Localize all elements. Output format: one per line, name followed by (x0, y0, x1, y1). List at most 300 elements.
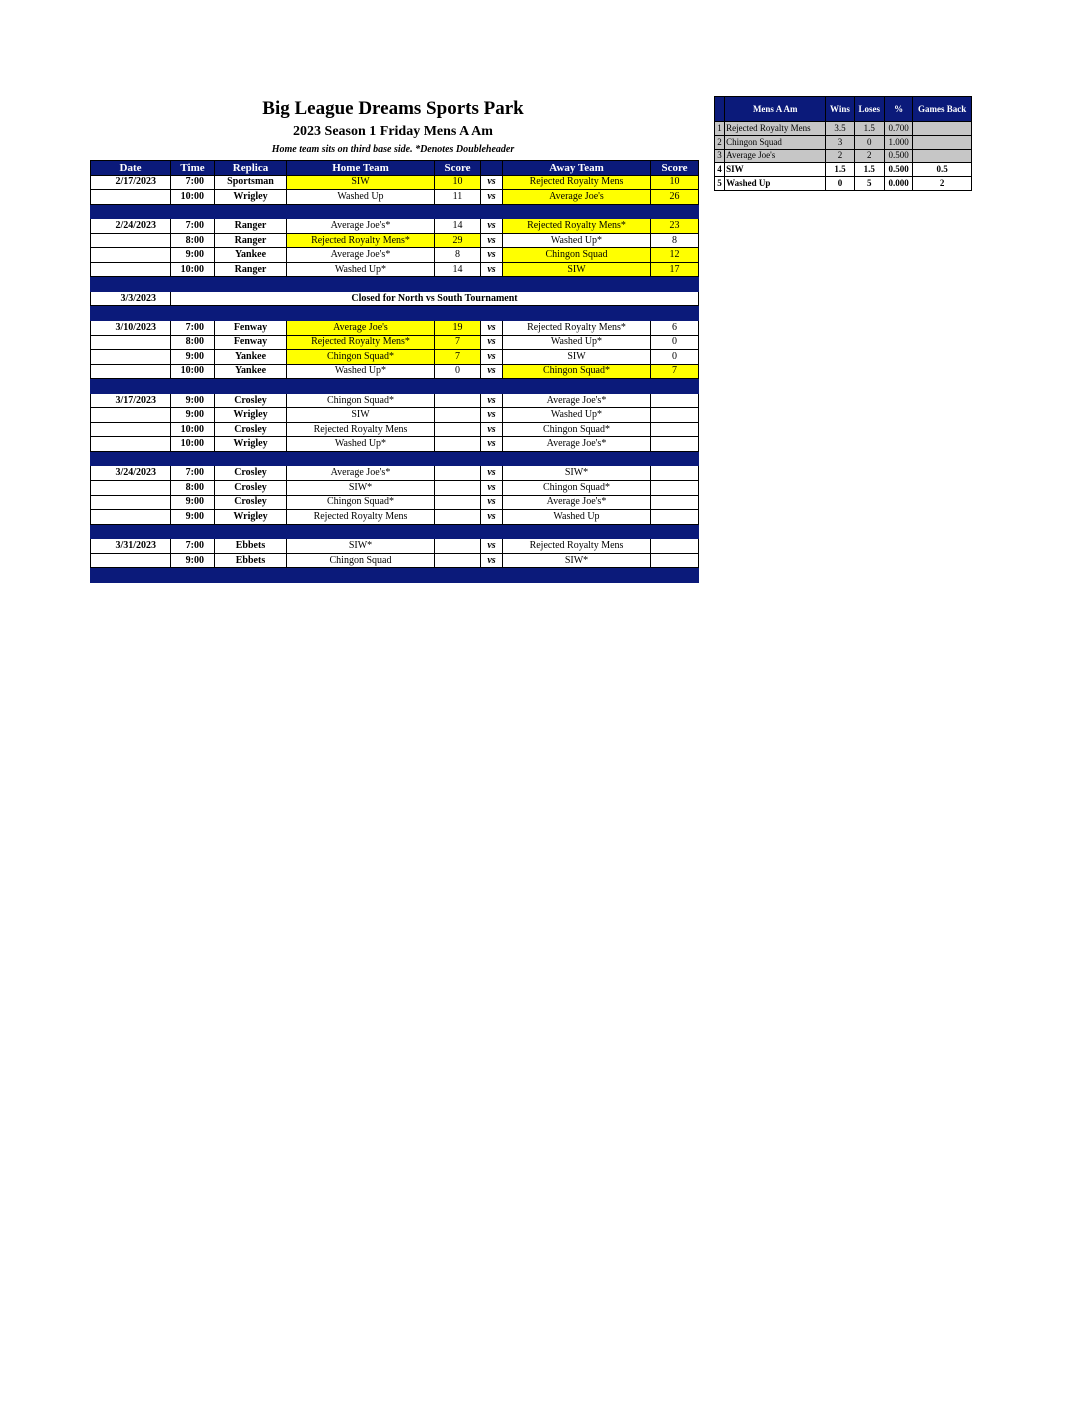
separator-cell (503, 379, 651, 394)
game-date (91, 350, 171, 365)
col-home-team-header: Home Team (287, 161, 435, 176)
game-row (91, 437, 699, 452)
vs-label: vs (481, 408, 503, 423)
separator-cell (287, 524, 435, 539)
home-score: 0 (435, 364, 481, 379)
standing-team: Rejected Royalty Mens (725, 122, 826, 136)
col-home-score-header: Score (435, 161, 481, 176)
away-score: 0 (651, 335, 699, 350)
game-time: 7:00 (171, 539, 215, 554)
game-row (91, 321, 699, 336)
separator-cell (435, 277, 481, 292)
away-score: 10 (651, 175, 699, 190)
away-team: Rejected Royalty Mens (503, 539, 651, 554)
away-team: Washed Up* (503, 233, 651, 248)
standings-row (715, 135, 972, 149)
away-team: Rejected Royalty Mens (503, 175, 651, 190)
game-time: 7:00 (171, 466, 215, 481)
home-team: SIW (287, 408, 435, 423)
vs-label: vs (481, 248, 503, 263)
separator-cell (503, 568, 651, 583)
home-score (435, 422, 481, 437)
away-team: Chingon Squad (503, 248, 651, 263)
away-score (651, 466, 699, 481)
separator-cell (287, 379, 435, 394)
separator-cell (171, 204, 215, 219)
home-team: Chingon Squad* (287, 350, 435, 365)
standing-rank: 2 (715, 135, 725, 149)
game-replica-field: Fenway (215, 321, 287, 336)
game-row (91, 510, 699, 525)
page-subtitle: 2023 Season 1 Friday Mens A Am (293, 124, 493, 139)
game-row (91, 422, 699, 437)
game-replica-field: Crosley (215, 466, 287, 481)
game-row (91, 495, 699, 510)
standings-pct-header: % (884, 97, 912, 122)
standing-pct: 1.000 (884, 135, 912, 149)
away-team: Chingon Squad* (503, 481, 651, 496)
vs-label: vs (481, 219, 503, 234)
game-replica-field: Ranger (215, 262, 287, 277)
game-row (91, 219, 699, 234)
separator-cell (287, 568, 435, 583)
game-replica-field: Wrigley (215, 190, 287, 205)
away-team: Rejected Royalty Mens* (503, 321, 651, 336)
game-date (91, 510, 171, 525)
away-score: 17 (651, 262, 699, 277)
home-score: 10 (435, 175, 481, 190)
game-replica-field: Fenway (215, 335, 287, 350)
game-time: 10:00 (171, 422, 215, 437)
standing-loses: 1.5 (854, 122, 884, 136)
game-replica-field: Wrigley (215, 408, 287, 423)
game-time: 10:00 (171, 364, 215, 379)
home-team: SIW* (287, 539, 435, 554)
home-score (435, 539, 481, 554)
game-row (91, 248, 699, 263)
week-separator-row (91, 451, 699, 466)
away-score: 7 (651, 364, 699, 379)
game-row (91, 539, 699, 554)
home-team: Rejected Royalty Mens* (287, 233, 435, 248)
separator-cell (215, 204, 287, 219)
standings-gb-header: Games Back (913, 97, 972, 122)
vs-label: vs (481, 553, 503, 568)
game-row (91, 262, 699, 277)
away-score (651, 481, 699, 496)
separator-cell (481, 204, 503, 219)
separator-cell (171, 568, 215, 583)
standings-row (715, 149, 972, 163)
separator-cell (215, 524, 287, 539)
home-team: SIW (287, 175, 435, 190)
away-score: 6 (651, 321, 699, 336)
standing-wins: 2 (826, 149, 854, 163)
game-row (91, 553, 699, 568)
separator-cell (171, 524, 215, 539)
separator-cell (215, 277, 287, 292)
game-date (91, 422, 171, 437)
home-score: 11 (435, 190, 481, 205)
vs-label: vs (481, 364, 503, 379)
game-time: 8:00 (171, 233, 215, 248)
home-team: Chingon Squad (287, 553, 435, 568)
separator-cell (481, 568, 503, 583)
vs-label: vs (481, 495, 503, 510)
standings-rank-header (715, 97, 725, 122)
separator-cell (651, 277, 699, 292)
separator-cell (215, 568, 287, 583)
game-time: 9:00 (171, 495, 215, 510)
standing-games-back: 2 (913, 177, 972, 191)
away-team: SIW (503, 350, 651, 365)
away-score (651, 393, 699, 408)
home-team: Rejected Royalty Mens* (287, 335, 435, 350)
home-score (435, 553, 481, 568)
vs-label: vs (481, 175, 503, 190)
vs-label: vs (481, 190, 503, 205)
home-score (435, 510, 481, 525)
separator-cell (91, 204, 171, 219)
game-date: 3/17/2023 (91, 393, 171, 408)
standing-pct: 0.500 (884, 149, 912, 163)
vs-label: vs (481, 437, 503, 452)
standings-team-header: Mens A Am (725, 97, 826, 122)
week-separator-row (91, 277, 699, 292)
separator-cell (215, 451, 287, 466)
home-score: 14 (435, 219, 481, 234)
away-team: Washed Up (503, 510, 651, 525)
separator-cell (91, 524, 171, 539)
home-team: Rejected Royalty Mens (287, 510, 435, 525)
game-date (91, 190, 171, 205)
home-team: Washed Up* (287, 364, 435, 379)
separator-cell (435, 379, 481, 394)
vs-label: vs (481, 321, 503, 336)
home-score: 14 (435, 262, 481, 277)
away-team: Chingon Squad* (503, 364, 651, 379)
standing-wins: 3 (826, 135, 854, 149)
col-replica-header: Replica (215, 161, 287, 176)
page-title: Big League Dreams Sports Park (262, 98, 524, 119)
game-replica-field: Crosley (215, 422, 287, 437)
game-date (91, 248, 171, 263)
vs-label: vs (481, 233, 503, 248)
vs-label: vs (481, 539, 503, 554)
separator-cell (171, 277, 215, 292)
game-date (91, 335, 171, 350)
vs-label: vs (481, 481, 503, 496)
standing-games-back (913, 135, 972, 149)
game-date: 2/24/2023 (91, 219, 171, 234)
vs-label: vs (481, 262, 503, 277)
game-time: 9:00 (171, 350, 215, 365)
page-note: Home team sits on third base side. *Denotes Doubleheader (271, 144, 515, 155)
standings-row (715, 177, 972, 191)
away-team: Average Joe's* (503, 437, 651, 452)
game-time: 8:00 (171, 481, 215, 496)
standings-loses-header: Loses (854, 97, 884, 122)
game-row (91, 481, 699, 496)
game-time: 9:00 (171, 248, 215, 263)
closed-notice: Closed for North vs South Tournament (171, 291, 699, 306)
separator-cell (287, 277, 435, 292)
away-team: SIW* (503, 553, 651, 568)
vs-label: vs (481, 335, 503, 350)
vs-label: vs (481, 422, 503, 437)
home-score: 7 (435, 350, 481, 365)
separator-cell (171, 306, 215, 321)
week-separator-row (91, 379, 699, 394)
game-row (91, 466, 699, 481)
col-date-header: Date (91, 161, 171, 176)
separator-cell (215, 306, 287, 321)
home-score (435, 437, 481, 452)
game-replica-field: Crosley (215, 495, 287, 510)
home-team: Average Joe's (287, 321, 435, 336)
separator-cell (503, 306, 651, 321)
standing-pct: 0.000 (884, 177, 912, 191)
game-replica-field: Ranger (215, 219, 287, 234)
schedule-table (90, 160, 699, 583)
away-score: 23 (651, 219, 699, 234)
away-score: 26 (651, 190, 699, 205)
separator-cell (91, 451, 171, 466)
separator-cell (91, 306, 171, 321)
away-score (651, 495, 699, 510)
away-team: Chingon Squad* (503, 422, 651, 437)
game-replica-field: Ebbets (215, 553, 287, 568)
home-score (435, 466, 481, 481)
game-row (91, 393, 699, 408)
home-score (435, 393, 481, 408)
game-time: 8:00 (171, 335, 215, 350)
separator-cell (651, 451, 699, 466)
game-row (91, 190, 699, 205)
standings-wins-header: Wins (826, 97, 854, 122)
standing-wins: 0 (826, 177, 854, 191)
standing-rank: 1 (715, 122, 725, 136)
game-time: 10:00 (171, 262, 215, 277)
home-team: Washed Up* (287, 437, 435, 452)
standings-header-row (715, 97, 972, 122)
separator-cell (91, 568, 171, 583)
game-date (91, 481, 171, 496)
away-score (651, 553, 699, 568)
home-team: Chingon Squad* (287, 495, 435, 510)
standing-wins: 1.5 (826, 163, 854, 177)
away-team: Average Joe's (503, 190, 651, 205)
game-replica-field: Ranger (215, 233, 287, 248)
home-team: SIW* (287, 481, 435, 496)
standing-wins: 3.5 (826, 122, 854, 136)
game-time: 7:00 (171, 219, 215, 234)
game-date (91, 437, 171, 452)
home-team: Average Joe's* (287, 219, 435, 234)
separator-cell (651, 204, 699, 219)
game-date: 2/17/2023 (91, 175, 171, 190)
game-date (91, 364, 171, 379)
game-time: 9:00 (171, 393, 215, 408)
away-team: Average Joe's* (503, 495, 651, 510)
week-separator-row (91, 204, 699, 219)
separator-cell (435, 524, 481, 539)
game-replica-field: Yankee (215, 364, 287, 379)
away-score (651, 437, 699, 452)
game-date (91, 262, 171, 277)
game-replica-field: Yankee (215, 350, 287, 365)
away-score: 0 (651, 350, 699, 365)
separator-cell (287, 204, 435, 219)
home-team: Chingon Squad* (287, 393, 435, 408)
game-time: 9:00 (171, 553, 215, 568)
separator-cell (91, 379, 171, 394)
standing-loses: 0 (854, 135, 884, 149)
closed-row (91, 291, 699, 306)
separator-cell (481, 379, 503, 394)
separator-cell (287, 451, 435, 466)
home-team: Washed Up* (287, 262, 435, 277)
game-date: 3/10/2023 (91, 321, 171, 336)
vs-label: vs (481, 350, 503, 365)
home-team: Rejected Royalty Mens (287, 422, 435, 437)
separator-cell (651, 568, 699, 583)
vs-label: vs (481, 393, 503, 408)
separator-cell (287, 306, 435, 321)
standing-loses: 1.5 (854, 163, 884, 177)
col-away-team-header: Away Team (503, 161, 651, 176)
separator-cell (481, 277, 503, 292)
away-team: Washed Up* (503, 335, 651, 350)
home-score: 29 (435, 233, 481, 248)
separator-cell (435, 204, 481, 219)
game-date: 3/31/2023 (91, 539, 171, 554)
separator-cell (171, 451, 215, 466)
game-replica-field: Ebbets (215, 539, 287, 554)
standing-rank: 4 (715, 163, 725, 177)
separator-cell (651, 524, 699, 539)
game-time: 9:00 (171, 408, 215, 423)
away-score (651, 408, 699, 423)
home-team: Average Joe's* (287, 466, 435, 481)
game-row (91, 350, 699, 365)
standings-table (714, 96, 972, 191)
schedule-body (91, 175, 699, 582)
col-vs-header (481, 161, 503, 176)
standing-team: Average Joe's (725, 149, 826, 163)
game-replica-field: Sportsman (215, 175, 287, 190)
vs-label: vs (481, 510, 503, 525)
separator-cell (435, 451, 481, 466)
standing-team: Chingon Squad (725, 135, 826, 149)
vs-label: vs (481, 466, 503, 481)
home-score: 8 (435, 248, 481, 263)
separator-cell (503, 451, 651, 466)
game-time: 10:00 (171, 437, 215, 452)
col-away-score-header: Score (651, 161, 699, 176)
week-separator-row (91, 568, 699, 583)
away-team: Average Joe's* (503, 393, 651, 408)
game-row (91, 364, 699, 379)
game-row (91, 175, 699, 190)
standing-team: SIW (725, 163, 826, 177)
separator-cell (481, 524, 503, 539)
separator-cell (503, 277, 651, 292)
standing-rank: 5 (715, 177, 725, 191)
away-score (651, 510, 699, 525)
standing-games-back (913, 149, 972, 163)
separator-cell (215, 379, 287, 394)
separator-cell (481, 306, 503, 321)
game-date (91, 495, 171, 510)
standing-team: Washed Up (725, 177, 826, 191)
home-score: 19 (435, 321, 481, 336)
game-replica-field: Yankee (215, 248, 287, 263)
separator-cell (435, 568, 481, 583)
standing-pct: 0.500 (884, 163, 912, 177)
game-replica-field: Crosley (215, 393, 287, 408)
standing-rank: 3 (715, 149, 725, 163)
schedule-header-row (91, 161, 699, 176)
game-replica-field: Wrigley (215, 437, 287, 452)
away-score: 12 (651, 248, 699, 263)
standing-loses: 2 (854, 149, 884, 163)
separator-cell (651, 306, 699, 321)
game-date: 3/3/2023 (91, 291, 171, 306)
away-team: SIW* (503, 466, 651, 481)
away-team: Rejected Royalty Mens* (503, 219, 651, 234)
game-date (91, 408, 171, 423)
away-score (651, 539, 699, 554)
separator-cell (481, 451, 503, 466)
title-block (90, 96, 696, 158)
separator-cell (171, 379, 215, 394)
home-score: 7 (435, 335, 481, 350)
game-replica-field: Wrigley (215, 510, 287, 525)
separator-cell (435, 306, 481, 321)
col-time-header: Time (171, 161, 215, 176)
game-time: 7:00 (171, 321, 215, 336)
standing-pct: 0.700 (884, 122, 912, 136)
standing-loses: 5 (854, 177, 884, 191)
game-row (91, 408, 699, 423)
separator-cell (91, 277, 171, 292)
home-score (435, 481, 481, 496)
week-separator-row (91, 524, 699, 539)
home-score (435, 408, 481, 423)
game-time: 10:00 (171, 190, 215, 205)
standings-body (715, 122, 972, 191)
game-time: 7:00 (171, 175, 215, 190)
game-row (91, 233, 699, 248)
game-replica-field: Crosley (215, 481, 287, 496)
home-team: Washed Up (287, 190, 435, 205)
standing-games-back: 0.5 (913, 163, 972, 177)
away-score: 8 (651, 233, 699, 248)
game-date (91, 233, 171, 248)
away-team: Washed Up* (503, 408, 651, 423)
home-team: Average Joe's* (287, 248, 435, 263)
standing-games-back (913, 122, 972, 136)
standings-row (715, 122, 972, 136)
standings-row (715, 163, 972, 177)
separator-cell (503, 204, 651, 219)
separator-cell (503, 524, 651, 539)
separator-cell (651, 379, 699, 394)
game-row (91, 335, 699, 350)
away-team: SIW (503, 262, 651, 277)
game-date (91, 553, 171, 568)
